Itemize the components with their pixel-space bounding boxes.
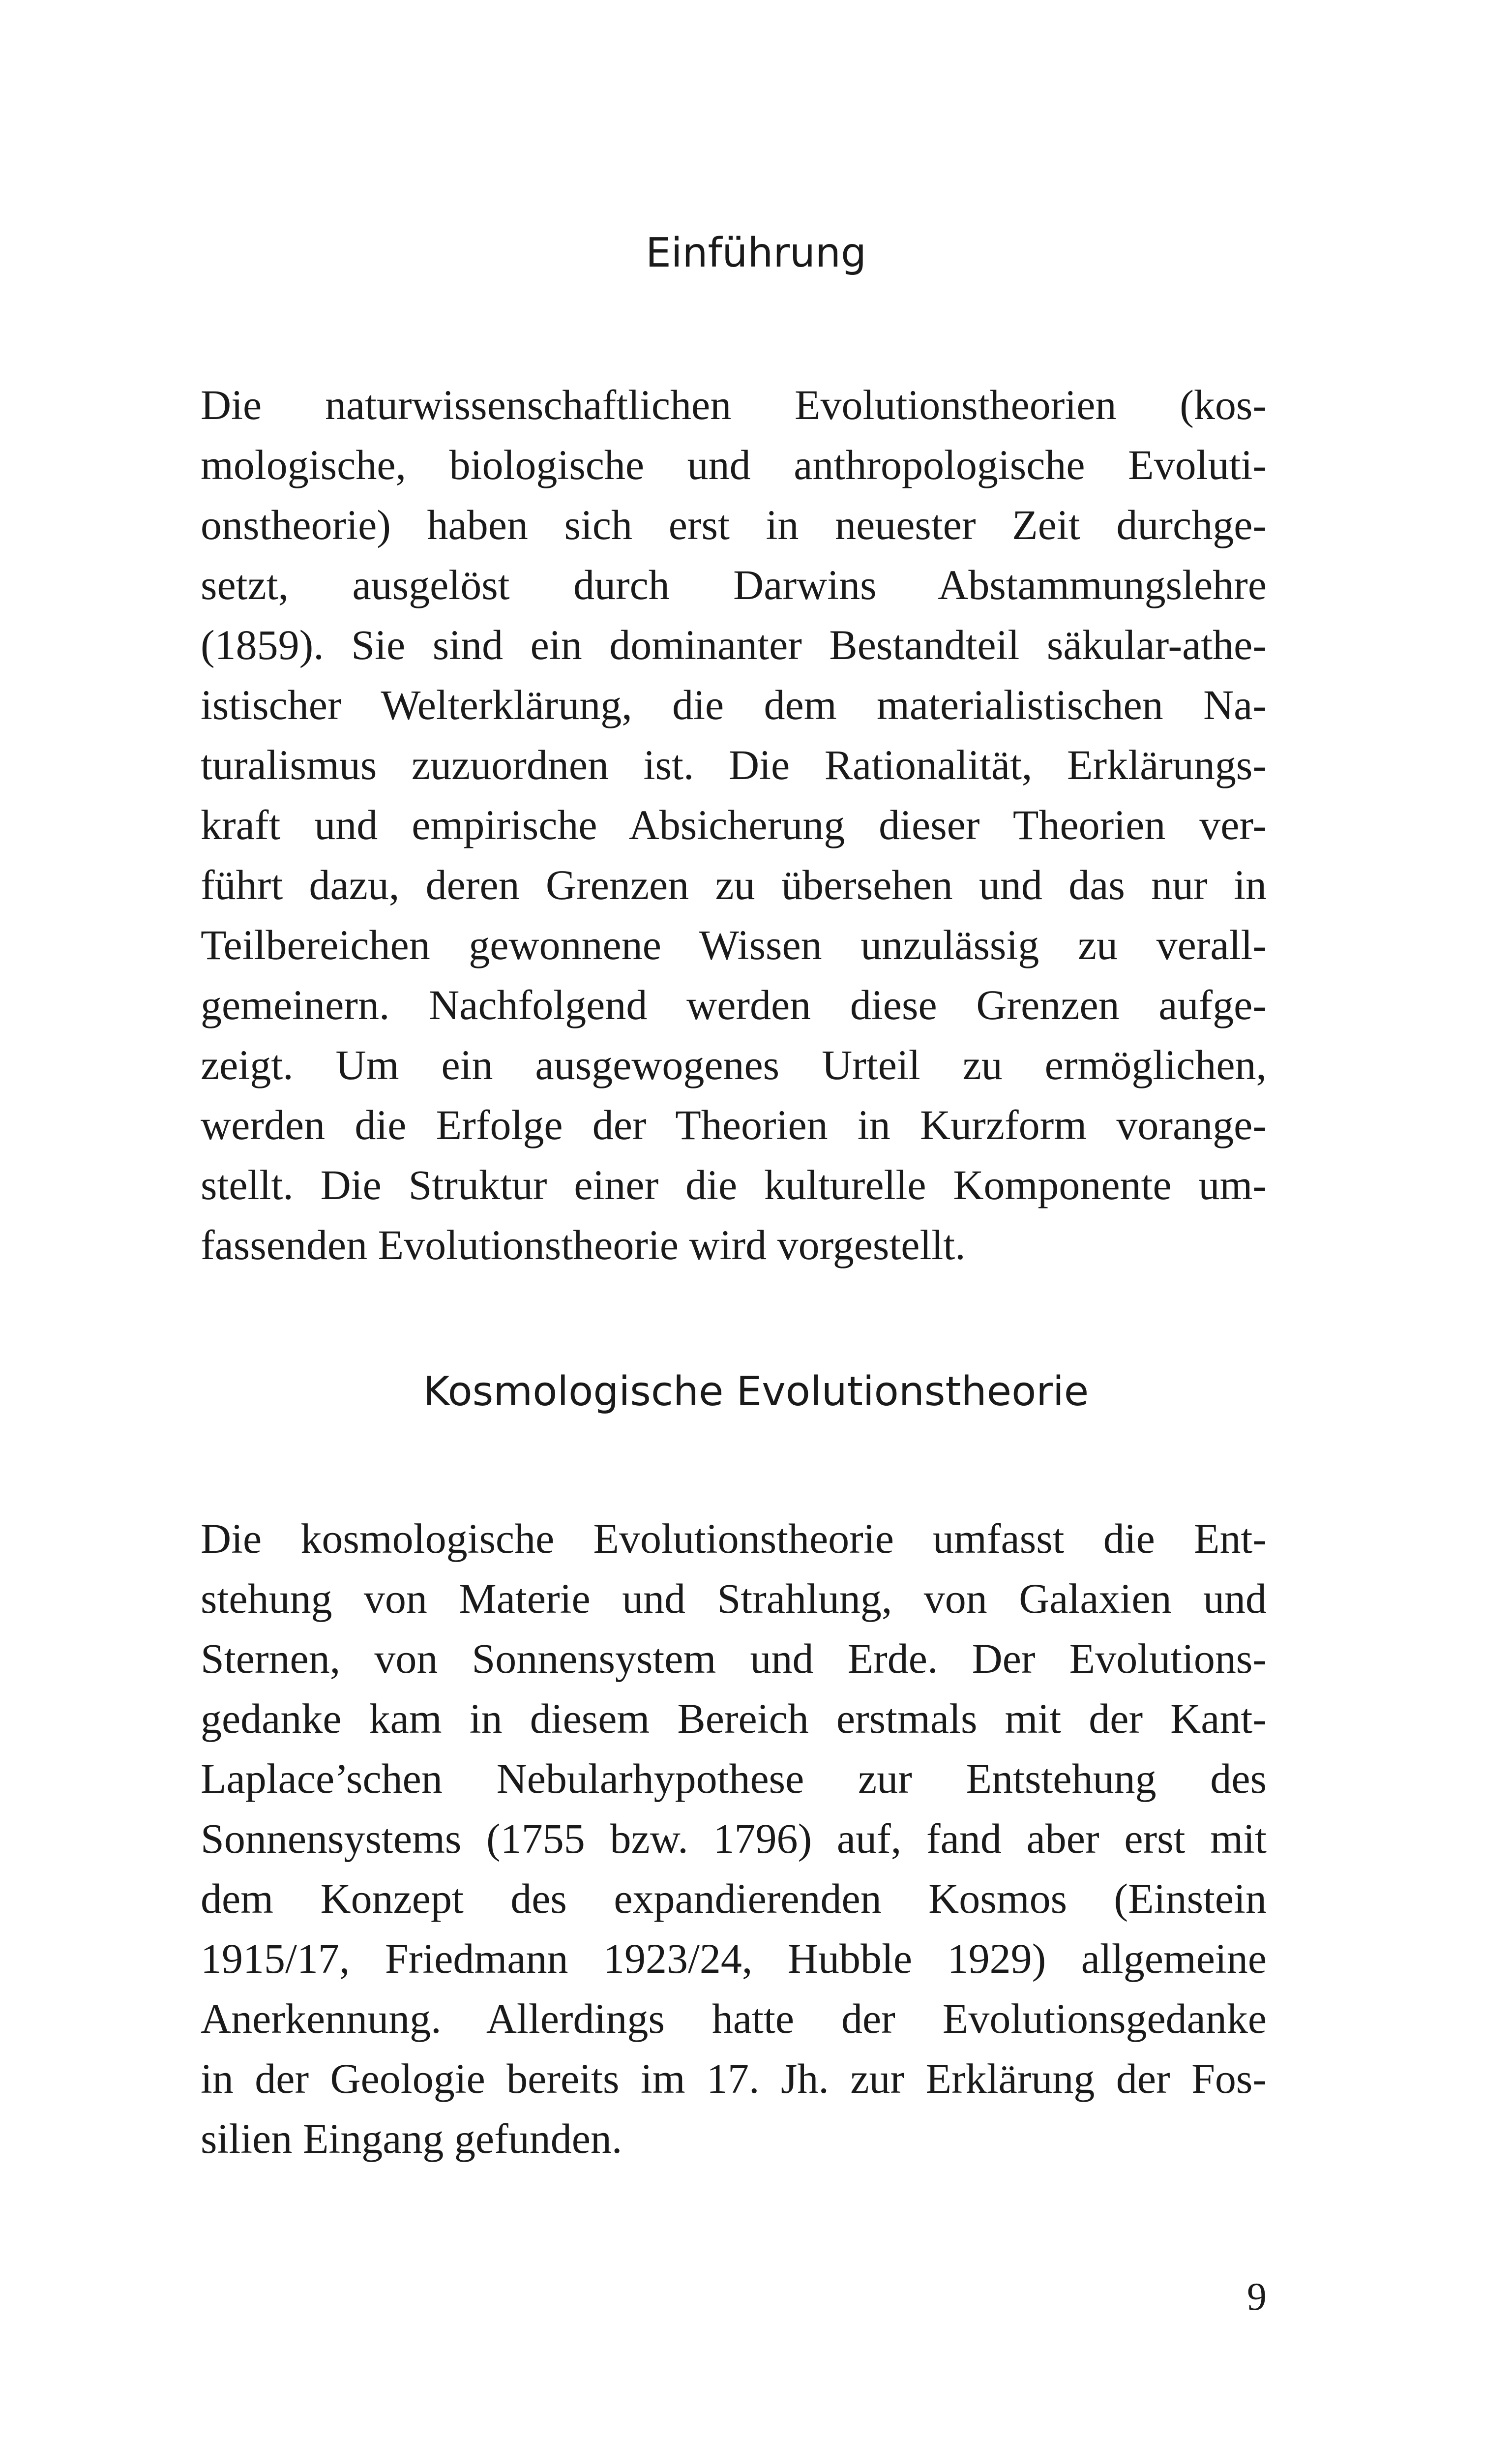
text-line: in der Geologie bereits im 17. Jh. zur Erklärung der Fos-: [201, 2055, 1267, 2102]
text-line: Die kosmologische Evolutionstheorie umfasst die Ent-: [201, 1515, 1267, 1562]
text-line: werden die Erfolge der Theorien in Kurzform vorange-: [201, 1101, 1267, 1148]
text-line: turalismus zuzuordnen ist. Die Rationalität, Erklärungs-: [201, 741, 1267, 788]
text-line: setzt, ausgelöst durch Darwins Abstammungslehre: [201, 561, 1267, 608]
text-line: Sonnensystems (1755 bzw. 1796) auf, fand aber erst mit: [201, 1815, 1267, 1862]
text-line: Die naturwissenschaftlichen Evolutionstheorien (kos-: [201, 381, 1267, 428]
text-line: Sternen, von Sonnensystem und Erde. Der Evolutions-: [201, 1635, 1267, 1682]
text-line: zeigt. Um ein ausgewogenes Urteil zu ermöglichen,: [201, 1041, 1267, 1088]
text-line: gedanke kam in diesem Bereich erstmals mit der Kant-: [201, 1695, 1267, 1742]
text-line: Teilbereichen gewonnene Wissen unzulässig zu verall-: [201, 921, 1267, 968]
section-heading-kosmologische-evolutionstheorie: Kosmologische Evolutionstheorie: [423, 1368, 1089, 1415]
text-line: silien Eingang gefunden.: [201, 2115, 623, 2162]
text-line: istischer Welterklärung, die dem materialistischen Na-: [201, 681, 1267, 728]
page-number: 9: [1247, 2275, 1267, 2319]
text-line: stehung von Materie und Strahlung, von Galaxien und: [201, 1575, 1267, 1622]
text-line: fassenden Evolutionstheorie wird vorgestellt.: [201, 1221, 966, 1268]
paragraph-kosmologische-evolutionstheorie: [201, 1508, 1267, 2169]
text-line: Anerkennung. Allerdings hatte der Evolutionsgedanke: [201, 1995, 1267, 2042]
text-line: mologische, biologische und anthropologische Evoluti-: [201, 441, 1267, 488]
text-line: kraft und empirische Absicherung dieser Theorien ver-: [201, 801, 1267, 848]
text-line: dem Konzept des expandierenden Kosmos (Einstein: [201, 1875, 1267, 1922]
paragraph-einfuehrung: [201, 375, 1267, 1275]
text-line: (1859). Sie sind ein dominanter Bestandteil säkular-athe-: [201, 621, 1267, 668]
text-line: stellt. Die Struktur einer die kulturelle Komponente um-: [201, 1161, 1267, 1208]
text-line: Laplace’schen Nebularhypothese zur Entstehung des: [201, 1755, 1267, 1802]
section-heading-einfuehrung: Einführung: [645, 230, 867, 276]
text-line: führt dazu, deren Grenzen zu übersehen und das nur in: [201, 861, 1267, 908]
text-line: 1915/17, Friedmann 1923/24, Hubble 1929) allgemeine: [201, 1935, 1267, 1982]
text-line: gemeinern. Nachfolgend werden diese Grenzen aufge-: [201, 981, 1267, 1028]
text-line: onstheorie) haben sich erst in neuester Zeit durchge-: [201, 501, 1267, 548]
